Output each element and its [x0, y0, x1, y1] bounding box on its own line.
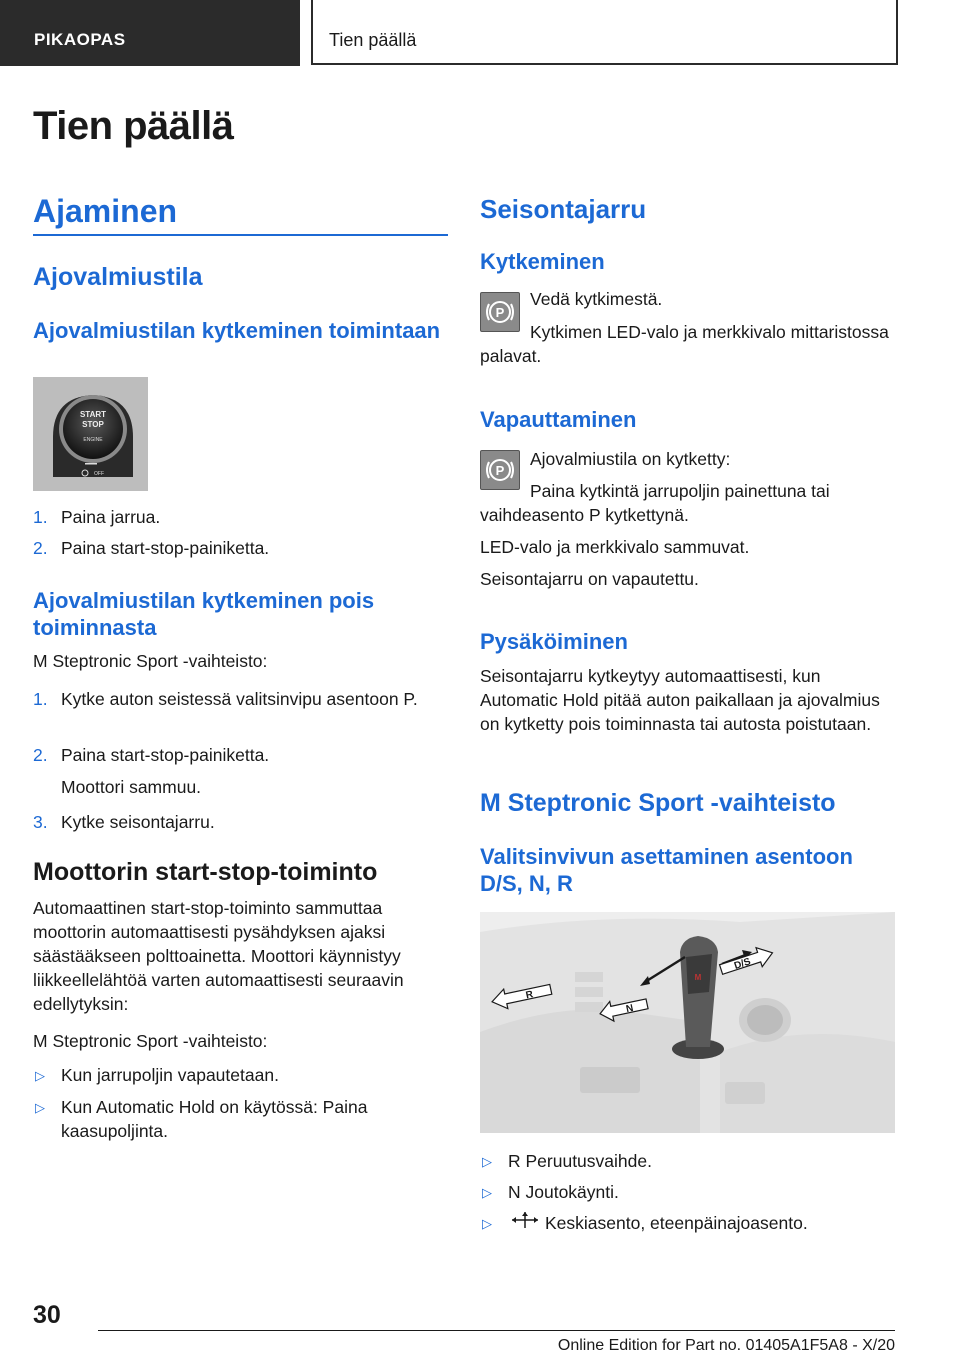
step-text: Paina start-stop-painiketta.: [61, 538, 270, 558]
heading-start-stop: Moottorin start-stop-toiminto: [33, 858, 378, 886]
step-text: Kytke auton seistessä valitsinvipu asentoon P.: [61, 689, 418, 709]
heading-standby-on: Ajovalmiustilan kytkeminen toimintaan: [33, 318, 441, 343]
step-number: 2.: [33, 538, 48, 558]
step-number: 1.: [33, 689, 48, 709]
heading-selector-lever: Valitsinvivun asettaminen asentoon D/S, N, R: [480, 844, 853, 896]
bullet-text: N Joutokäynti.: [508, 1182, 619, 1202]
bullet-triangle-icon: ▷: [482, 1216, 492, 1231]
center-position-icon: [510, 1210, 540, 1235]
bullet-triangle-icon: ▷: [35, 1100, 45, 1115]
heading-standby: Ajovalmiustila: [33, 263, 203, 291]
bullet-triangle-icon: ▷: [482, 1185, 492, 1200]
engage-step-1: Vedä kytkimestä.: [530, 289, 663, 309]
bullet-text: Kun jarrupoljin vapautetaan.: [61, 1065, 279, 1085]
intro-text: M Steptronic Sport -vaihteisto:: [33, 651, 268, 671]
footer-rule: [98, 1330, 895, 1331]
heading-transmission: M Steptronic Sport -vaihteisto: [480, 789, 836, 817]
header-chapter-tab: [311, 0, 898, 65]
release-step-3: LED-valo ja merkkivalo sammuvat.: [480, 537, 750, 557]
heading-release: Vapauttaminen: [480, 407, 637, 432]
gear-ds-label: D/S: [732, 956, 753, 972]
step-number: 2.: [33, 745, 48, 765]
release-step-4: Seisontajarru on vapautettu.: [480, 569, 699, 589]
heading-standby-off: Ajovalmiustilan kytkeminen pois toiminnasta: [33, 588, 375, 640]
engine-label: ENGINE: [83, 437, 103, 443]
bullet-text: Kun Automatic Hold on käytössä: Paina kaasupoljinta.: [61, 1097, 368, 1141]
step-text: Paina start-stop-painiketta.: [61, 745, 270, 765]
paragraph-start-stop: Automaattinen start-stop-toiminto sammuttaa moottorin automaattisesti pysähdyksen ajaksi säästääkseen polttoainetta. Moottori käynnistyy liikkeellelähtöä varten automaattisesti seuraavin edellytyksin:: [33, 898, 404, 1014]
section-heading-driving: Ajaminen: [33, 193, 178, 229]
section-rule: [33, 234, 448, 236]
heading-parking-brake: Seisontajarru: [480, 194, 647, 224]
page-title: Tien päällä: [33, 104, 234, 148]
step-subtext: Moottori sammuu.: [61, 777, 202, 797]
step-number: 3.: [33, 812, 48, 832]
svg-text:P: P: [495, 305, 505, 320]
header-section-tab: [0, 0, 300, 66]
bullet-text: Keskiasento, eteenpäinajoasento.: [545, 1213, 808, 1233]
engage-step-2: Kytkimen LED-valo ja merkkivalo mittaristossa palavat.: [480, 322, 889, 366]
bullet-triangle-icon: ▷: [482, 1154, 492, 1169]
page-number: 30: [33, 1301, 61, 1329]
bullet-text: R Peruutusvaihde.: [508, 1151, 652, 1171]
gear-n-label: N: [625, 1002, 635, 1016]
parking-paragraph: Seisontajarru kytkeytyy automaattisesti, kun Automatic Hold pitää auton paikallaan ja ajovalmius on kytketty pois toiminnasta tai autosta poistutaan.: [480, 666, 880, 734]
step-number: 1.: [33, 507, 48, 527]
gear-selector-photo: [480, 912, 895, 1133]
heading-engage: Kytkeminen: [480, 249, 605, 274]
svg-text:P: P: [495, 463, 505, 478]
bullet-triangle-icon: ▷: [35, 1068, 45, 1083]
gear-selector-illustration: [480, 912, 895, 1133]
start-stop-button-illustration: [33, 377, 148, 491]
stop-label: STOP: [82, 420, 104, 429]
start-label: START: [79, 410, 107, 419]
start-stop-button-photo: [33, 377, 148, 491]
release-step-1: Ajovalmiustila on kytketty:: [530, 449, 731, 469]
header-section-label: PIKAOPAS: [34, 30, 126, 49]
intro-text: M Steptronic Sport -vaihteisto:: [33, 1031, 268, 1051]
step-text: Paina jarrua.: [61, 507, 161, 527]
footer-edition: Online Edition for Part no. 01405A1F5A8 - X/20: [557, 1337, 895, 1354]
off-label: OFF: [94, 471, 104, 477]
release-step-2: Paina kytkintä jarrupoljin painettuna tai vaihdeasento P kytkettynä.: [480, 481, 830, 525]
header-chapter-label: Tien päällä: [329, 30, 417, 50]
svg-text:M: M: [694, 973, 702, 982]
step-text: Kytke seisontajarru.: [61, 812, 215, 832]
gear-r-label: R: [524, 989, 535, 1002]
heading-parking: Pysäköiminen: [480, 629, 628, 654]
